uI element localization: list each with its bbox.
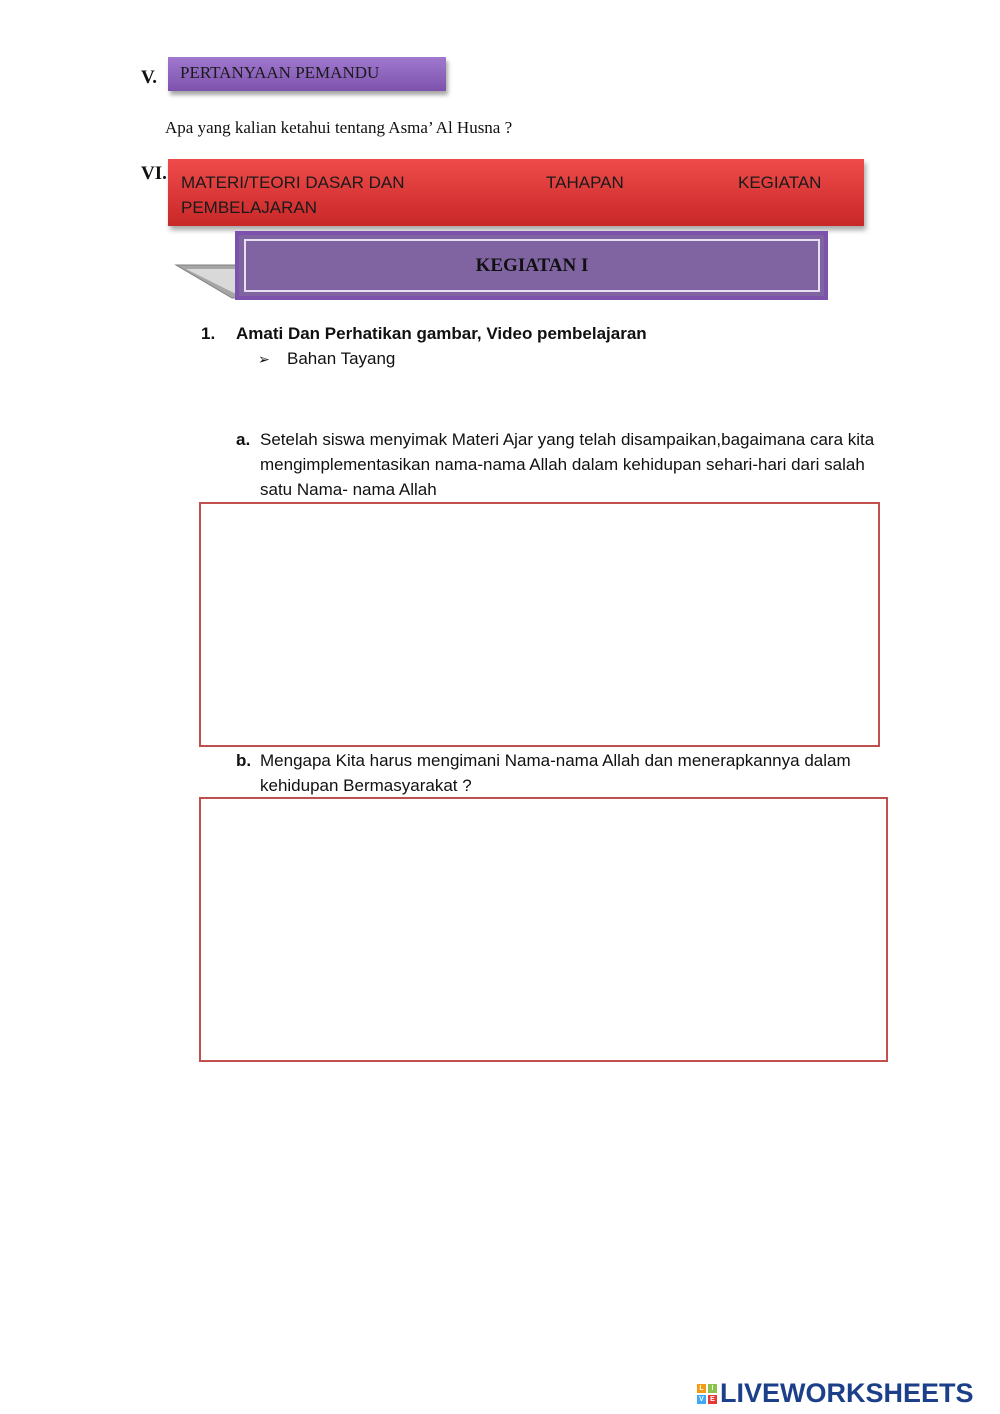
question-a-letter: a. — [236, 430, 251, 449]
question-a — [236, 427, 901, 502]
logo-block-l: L — [697, 1384, 706, 1393]
section-v-number: V. — [141, 67, 158, 88]
section-vi-number: VI. — [141, 163, 167, 184]
materi-banner-part-4: PEMBELAJARAN — [181, 198, 318, 217]
question-b — [236, 748, 901, 798]
arrow-bullet-icon: ➢ — [258, 351, 270, 367]
liveworksheets-logo — [697, 1378, 974, 1409]
instruction-number: 1. — [201, 324, 216, 343]
logo-blocks-icon — [697, 1384, 717, 1404]
guiding-question: Apa yang kalian ketahui tentang Asma’ Al Husna ? — [165, 118, 513, 137]
materi-banner-part-1: MATERI/TEORI DASAR DAN — [181, 173, 405, 192]
kegiatan-title: KEGIATAN I — [244, 239, 820, 292]
instruction-item — [201, 324, 647, 344]
question-a-text: Setelah siswa menyimak Materi Ajar yang telah disampaikan,bagaimana cara kita mengimplementasikan nama-nama Allah dalam kehidupan sehari-hari dari salah satu Nama- nama Allah — [260, 430, 875, 499]
bullet-item — [258, 349, 395, 369]
logo-block-i: I — [708, 1384, 717, 1393]
answer-a-field[interactable] — [199, 502, 880, 747]
kegiatan-banner — [235, 231, 828, 300]
question-b-text: Mengapa Kita harus mengimani Nama-nama Allah dan menerapkannya dalam kehidupan Bermasyarakat ? — [260, 751, 851, 795]
logo-block-e: E — [708, 1395, 717, 1404]
instruction-text: Amati Dan Perhatikan gambar, Video pembelajaran — [236, 324, 647, 343]
bullet-text: Bahan Tayang — [287, 349, 396, 368]
materi-banner-part-2: TAHAPAN — [546, 173, 624, 192]
materi-banner-part-3: KEGIATAN — [738, 173, 822, 192]
logo-text: LIVEWORKSHEETS — [720, 1378, 974, 1408]
logo-block-v: V — [697, 1395, 706, 1404]
answer-b-field[interactable] — [199, 797, 888, 1062]
pertanyaan-pemandu-banner: PERTANYAAN PEMANDU — [168, 57, 446, 91]
question-b-letter: b. — [236, 751, 252, 770]
